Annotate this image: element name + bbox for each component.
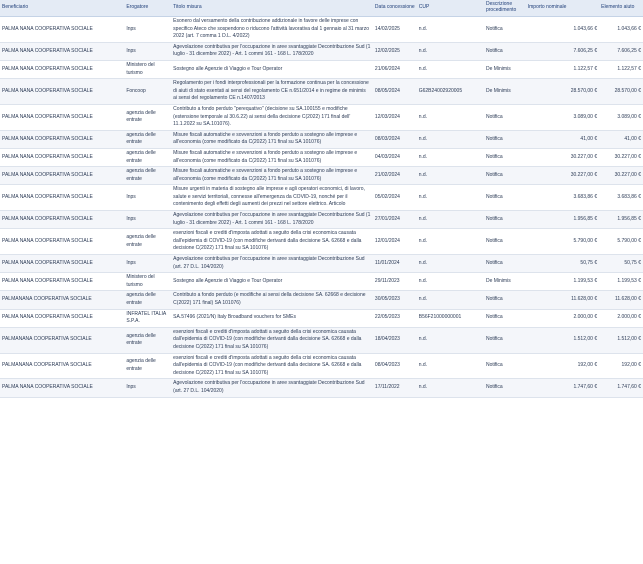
cell-data: 05/02/2024	[373, 185, 417, 211]
cell-titolo: esenzioni fiscali e crediti d'imposta adottati a seguito della crisi economica causata dall'epidemia di COVID-19 (con modifiche derivanti dalla decisione SA. 62668 e dalla decisione C(2022) 171 final su SA 101076)	[171, 353, 373, 379]
cell-data: 08/04/2023	[373, 353, 417, 379]
header-titolo[interactable]: Titolo misura	[171, 0, 373, 17]
cell-titolo: Sostegno alle Agenzie di Viaggio e Tour Operator	[171, 60, 373, 78]
cell-titolo: Agevolazione contributiva per l'occupazione in aree svantaggiate Decontribuzione Sud (1 luglio - 31 dicembre 2022) - Art. 1 commi 161 - 168 L. 178/2020	[171, 42, 373, 60]
cell-erogatore: Ministero del turismo	[124, 273, 171, 291]
cell-importo: 5.790,00 €	[526, 229, 599, 255]
table-row	[0, 211, 643, 229]
cell-erogatore: Inps	[124, 42, 171, 60]
table-row	[0, 327, 643, 353]
cell-beneficiario: PALMA NANA COOPERATIVA SOCIALE	[0, 379, 124, 397]
cell-importo: 11.628,00 €	[526, 291, 599, 309]
cell-elemento: 192,00 €	[599, 353, 643, 379]
cell-cup: n.d.	[417, 353, 484, 379]
cell-descrizione: Notifica	[484, 291, 526, 309]
cell-titolo: esenzioni fiscali e crediti d'imposta adottati a seguito della crisi economica causata dall'epidemia di COVID-19 (con modifiche derivanti dalla decisione SA. 62668 e dalla decisione C(2022) 171 final su SA 101076)	[171, 229, 373, 255]
cell-importo: 3.683,86 €	[526, 185, 599, 211]
cell-data: 29/11/2023	[373, 273, 417, 291]
table-row	[0, 130, 643, 148]
cell-cup: n.d.	[417, 17, 484, 43]
cell-beneficiario: PALMA NANA COOPERATIVA SOCIALE	[0, 60, 124, 78]
cell-data: 04/03/2024	[373, 148, 417, 166]
cell-importo: 1.122,57 €	[526, 60, 599, 78]
header-data[interactable]: Data concessione	[373, 0, 417, 17]
cell-titolo: Sostegno alle Agenzie di Viaggio e Tour Operator	[171, 273, 373, 291]
cell-descrizione: Notifica	[484, 229, 526, 255]
cell-data: 11/01/2024	[373, 255, 417, 273]
cell-beneficiario: PALMANANA COOPERATIVA SOCIALE	[0, 353, 124, 379]
cell-descrizione: Notifica	[484, 104, 526, 130]
cell-erogatore: agenzia delle entrate	[124, 104, 171, 130]
cell-descrizione: Notifica	[484, 255, 526, 273]
header-beneficiario[interactable]: Beneficiario	[0, 0, 124, 17]
cell-cup: n.d.	[417, 255, 484, 273]
cell-beneficiario: PALMANANA COOPERATIVA SOCIALE	[0, 291, 124, 309]
table-row	[0, 148, 643, 166]
cell-elemento: 1.199,53 €	[599, 273, 643, 291]
cell-cup: n.d.	[417, 211, 484, 229]
cell-cup: n.d.	[417, 327, 484, 353]
table-body	[0, 17, 643, 398]
cell-data: 08/05/2024	[373, 79, 417, 105]
cell-cup: B56F21000000001	[417, 309, 484, 327]
cell-data: 14/02/2025	[373, 17, 417, 43]
cell-descrizione: Notifica	[484, 379, 526, 397]
cell-erogatore: Ministero del turismo	[124, 60, 171, 78]
cell-cup: n.d.	[417, 60, 484, 78]
cell-titolo: Contributo a fondo perduto (e modifiche ai sensi della decisione SA. 62668 e decisione C(2022) 171 final) SA 101076)	[171, 291, 373, 309]
cell-elemento: 3.089,00 €	[599, 104, 643, 130]
cell-descrizione: Notifica	[484, 211, 526, 229]
cell-beneficiario: PALMA NANA COOPERATIVA SOCIALE	[0, 130, 124, 148]
cell-data: 12/02/2025	[373, 42, 417, 60]
table-row	[0, 167, 643, 185]
cell-importo: 28.570,00 €	[526, 79, 599, 105]
cell-data: 27/01/2024	[373, 211, 417, 229]
cell-cup: n.d.	[417, 273, 484, 291]
cell-data: 12/03/2024	[373, 104, 417, 130]
table-row	[0, 229, 643, 255]
cell-cup: n.d.	[417, 379, 484, 397]
table-row	[0, 60, 643, 78]
cell-cup: n.d.	[417, 291, 484, 309]
cell-cup: G62B24002920005	[417, 79, 484, 105]
cell-cup: n.d.	[417, 229, 484, 255]
cell-elemento: 41,00 €	[599, 130, 643, 148]
cell-importo: 1.043,66 €	[526, 17, 599, 43]
cell-erogatore: agenzia delle entrate	[124, 148, 171, 166]
cell-descrizione: Notifica	[484, 17, 526, 43]
cell-beneficiario: PALMA NANA COOPERATIVA SOCIALE	[0, 309, 124, 327]
cell-descrizione: Notifica	[484, 353, 526, 379]
cell-titolo: Regolamento per i fondi interprofessionali per la formazione continua per la concessione di aiuti di stato esentati ai sensi del regolamento CE n.651/2014 e in regime de minimis ai sensi del regolamento CE n.1407/2013	[171, 79, 373, 105]
cell-titolo: esenzioni fiscali e crediti d'imposta adottati a seguito della crisi economica causata dall'epidemia di COVID-19 (con modifiche derivanti dalla decisione SA. 62668 e dalla decisione C(2022) 171 final su SA 101076)	[171, 327, 373, 353]
cell-elemento: 5.790,00 €	[599, 229, 643, 255]
cell-data: 12/01/2024	[373, 229, 417, 255]
cell-beneficiario: PALMA NANA COOPERATIVA SOCIALE	[0, 211, 124, 229]
cell-descrizione: Notifica	[484, 185, 526, 211]
cell-beneficiario: PALMA NANA COOPERATIVA SOCIALE	[0, 255, 124, 273]
cell-elemento: 11.628,00 €	[599, 291, 643, 309]
cell-elemento: 28.570,00 €	[599, 79, 643, 105]
cell-erogatore: Inps	[124, 255, 171, 273]
cell-descrizione: Notifica	[484, 309, 526, 327]
cell-importo: 192,00 €	[526, 353, 599, 379]
cell-beneficiario: PALMA NANA COOPERATIVA SOCIALE	[0, 79, 124, 105]
cell-cup: n.d.	[417, 130, 484, 148]
cell-data: 21/02/2024	[373, 167, 417, 185]
cell-elemento: 50,75 €	[599, 255, 643, 273]
cell-importo: 30.227,00 €	[526, 167, 599, 185]
cell-titolo: Misure urgenti in materia di sostegno alle imprese e agli operatori economici, di lavoro, salute e servizi territoriali, connesse all'emergenza da COVID-19, nonché per il contenimento degli effetti degli aumenti dei prezzi nel settore elettrico. Articolo	[171, 185, 373, 211]
cell-descrizione: Notifica	[484, 130, 526, 148]
cell-data: 21/06/2024	[373, 60, 417, 78]
cell-erogatore: Inps	[124, 379, 171, 397]
cell-beneficiario: PALMA NANA COOPERATIVA SOCIALE	[0, 185, 124, 211]
cell-descrizione: De Minimis	[484, 60, 526, 78]
cell-cup: n.d.	[417, 167, 484, 185]
cell-elemento: 30.227,00 €	[599, 148, 643, 166]
cell-erogatore: agenzia delle entrate	[124, 229, 171, 255]
cell-importo: 1.512,00 €	[526, 327, 599, 353]
table-row	[0, 255, 643, 273]
cell-beneficiario: PALMA NANA COOPERATIVA SOCIALE	[0, 273, 124, 291]
cell-elemento: 1.747,60 €	[599, 379, 643, 397]
cell-beneficiario: PALMA NANA COOPERATIVA SOCIALE	[0, 167, 124, 185]
cell-descrizione: De Minimis	[484, 79, 526, 105]
cell-beneficiario: PALMA NANA COOPERATIVA SOCIALE	[0, 42, 124, 60]
table-row	[0, 185, 643, 211]
cell-titolo: Agevolazione contributiva per l'occupazione in aree svantaggiate Decontribuzione Sud (art. 27 D.L. 104/2020)	[171, 255, 373, 273]
cell-elemento: 1.956,85 €	[599, 211, 643, 229]
cell-elemento: 2.000,00 €	[599, 309, 643, 327]
header-cup[interactable]: CUP	[417, 0, 484, 17]
cell-elemento: 1.122,57 €	[599, 60, 643, 78]
cell-erogatore: agenzia delle entrate	[124, 167, 171, 185]
cell-erogatore: Inps	[124, 211, 171, 229]
cell-data: 30/05/2023	[373, 291, 417, 309]
cell-elemento: 3.683,86 €	[599, 185, 643, 211]
cell-elemento: 7.606,25 €	[599, 42, 643, 60]
header-importo[interactable]: Importo nominale	[526, 0, 599, 17]
cell-titolo: Misure fiscali automatiche e sovvenzioni a fondo perduto a sostegno alle imprese e all'economia (come modificato da C(2022) 171 final su SA 101076)	[171, 148, 373, 166]
cell-cup: n.d.	[417, 148, 484, 166]
cell-data: 08/03/2024	[373, 130, 417, 148]
cell-data: 18/04/2023	[373, 327, 417, 353]
table-row	[0, 353, 643, 379]
cell-descrizione: Notifica	[484, 148, 526, 166]
header-elemento[interactable]: Elemento aiuto	[599, 0, 643, 17]
cell-elemento: 1.043,66 €	[599, 17, 643, 43]
cell-erogatore: INFRATEL ITALIA S.P.A.	[124, 309, 171, 327]
cell-erogatore: agenzia delle entrate	[124, 291, 171, 309]
cell-titolo: Misure fiscali automatiche e sovvenzioni a fondo perduto a sostegno alle imprese e all'economia (come modificato da C(2022) 171 final su SA 101076)	[171, 167, 373, 185]
cell-titolo: Misure fiscali automatiche e sovvenzioni a fondo perduto a sostegno alle imprese e all'economia (come modificato da C(2022) 171 final su SA 101076)	[171, 130, 373, 148]
header-descrizione[interactable]: Descrizione procedimento	[484, 0, 526, 17]
cell-importo: 3.089,00 €	[526, 104, 599, 130]
cell-erogatore: Inps	[124, 185, 171, 211]
cell-titolo: SA.57496 (2021/N) Italy Broadband vouchers for SMEs	[171, 309, 373, 327]
cell-importo: 2.000,00 €	[526, 309, 599, 327]
cell-titolo: Esonero dal versamento della contribuzione addizionale in favore delle imprese con specifico Ateco che sospendono o riducono l'attività lavorativa dal 1 gennaio al 31 marzo 2022 (art. 7 comma 1 D.L. 4/2022)	[171, 17, 373, 43]
cell-data: 22/05/2023	[373, 309, 417, 327]
cell-descrizione: De Minimis	[484, 273, 526, 291]
cell-erogatore: Inps	[124, 17, 171, 43]
table-row	[0, 79, 643, 105]
table-row	[0, 309, 643, 327]
cell-importo: 41,00 €	[526, 130, 599, 148]
cell-titolo: Agevolazione contributiva per l'occupazione in aree svantaggiate Decontribuzione Sud (1 luglio - 31 dicembre 2022) - Art. 1 commi 161 - 168 L. 178/2020	[171, 211, 373, 229]
header-row	[0, 0, 643, 17]
table-row	[0, 17, 643, 43]
cell-cup: n.d.	[417, 42, 484, 60]
cell-importo: 50,75 €	[526, 255, 599, 273]
cell-titolo: Agevolazione contributiva per l'occupazione in aree svantaggiate Decontribuzione Sud (art. 27 D.L. 104/2020)	[171, 379, 373, 397]
table-row	[0, 379, 643, 397]
cell-data: 17/11/2022	[373, 379, 417, 397]
cell-beneficiario: PALMANANA COOPERATIVA SOCIALE	[0, 327, 124, 353]
cell-erogatore: agenzia delle entrate	[124, 353, 171, 379]
cell-cup: n.d.	[417, 104, 484, 130]
cell-elemento: 1.512,00 €	[599, 327, 643, 353]
cell-elemento: 30.227,00 €	[599, 167, 643, 185]
cell-descrizione: Notifica	[484, 42, 526, 60]
table-row	[0, 104, 643, 130]
cell-beneficiario: PALMA NANA COOPERATIVA SOCIALE	[0, 148, 124, 166]
table-row	[0, 291, 643, 309]
cell-erogatore: agenzia delle entrate	[124, 130, 171, 148]
cell-importo: 1.956,85 €	[526, 211, 599, 229]
header-erogatore[interactable]: Erogatore	[124, 0, 171, 17]
cell-importo: 1.199,53 €	[526, 273, 599, 291]
cell-importo: 30.227,00 €	[526, 148, 599, 166]
cell-beneficiario: PALMA NANA COOPERATIVA SOCIALE	[0, 104, 124, 130]
cell-cup: n.d.	[417, 185, 484, 211]
cell-beneficiario: PALMA NANA COOPERATIVA SOCIALE	[0, 17, 124, 43]
cell-importo: 1.747,60 €	[526, 379, 599, 397]
cell-beneficiario: PALMA NANA COOPERATIVA SOCIALE	[0, 229, 124, 255]
cell-descrizione: Notifica	[484, 327, 526, 353]
cell-descrizione: Notifica	[484, 167, 526, 185]
cell-importo: 7.606,25 €	[526, 42, 599, 60]
cell-erogatore: agenzia delle entrate	[124, 327, 171, 353]
table-row	[0, 42, 643, 60]
cell-erogatore: Foncoop	[124, 79, 171, 105]
cell-titolo: Contributo a fondo perduto "perequativo" (decisione su SA.100155 e modifiche (estensione temporale al 30.6.22) ai sensi della decisione C(2022) 171 final dell' 11.1.2022 su SA.101076).	[171, 104, 373, 130]
table-row	[0, 273, 643, 291]
